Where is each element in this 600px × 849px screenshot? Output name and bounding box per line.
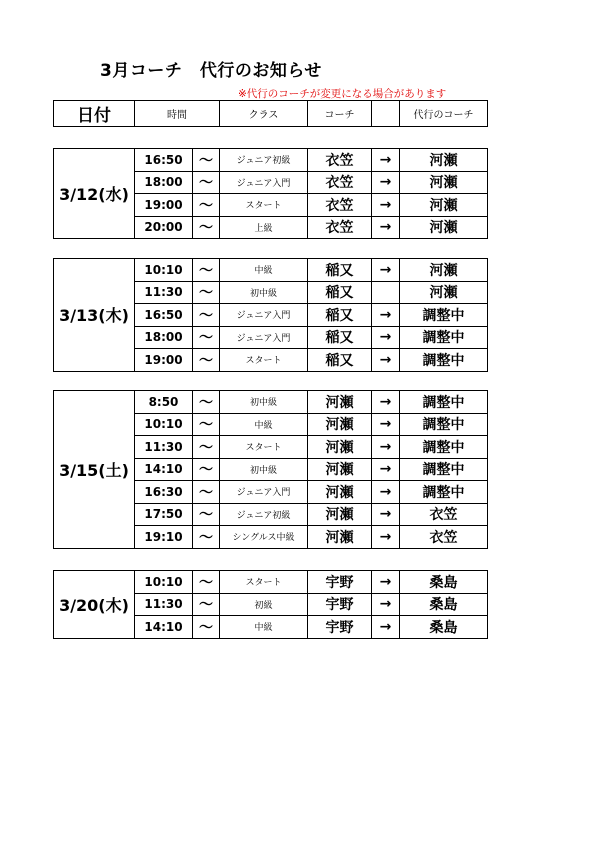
class-cell: スタート [220, 571, 308, 594]
arrow-cell: → [372, 593, 400, 616]
tilde-cell: 〜 [193, 281, 220, 304]
class-cell: スタート [220, 194, 308, 217]
coach-cell: 宇野 [308, 571, 372, 594]
page-title: 3月コーチ 代行のお知らせ [100, 61, 322, 81]
substitute-cell: 衣笠 [400, 503, 488, 526]
time-cell: 8:50 [135, 391, 193, 414]
substitute-cell: 河瀬 [400, 259, 488, 282]
coach-cell: 衣笠 [308, 171, 372, 194]
substitute-cell: 河瀬 [400, 216, 488, 239]
substitute-cell: 河瀬 [400, 281, 488, 304]
tilde-cell: 〜 [193, 413, 220, 436]
substitute-cell: 河瀬 [400, 194, 488, 217]
substitute-cell: 桑島 [400, 593, 488, 616]
tilde-cell: 〜 [193, 259, 220, 282]
tilde-cell: 〜 [193, 571, 220, 594]
class-cell: 中級 [220, 413, 308, 436]
tilde-cell: 〜 [193, 349, 220, 372]
arrow-cell: → [372, 413, 400, 436]
arrow-cell: → [372, 391, 400, 414]
coach-cell: 稲又 [308, 304, 372, 327]
substitute-cell: 河瀬 [400, 149, 488, 172]
substitute-cell: 調整中 [400, 326, 488, 349]
class-cell: ジュニア入門 [220, 304, 308, 327]
header-coach: コーチ [308, 101, 372, 127]
class-cell: 初中級 [220, 391, 308, 414]
arrow-cell: → [372, 616, 400, 639]
tilde-cell: 〜 [193, 503, 220, 526]
time-cell: 20:00 [135, 216, 193, 239]
tilde-cell: 〜 [193, 458, 220, 481]
time-cell: 16:30 [135, 481, 193, 504]
tilde-cell: 〜 [193, 326, 220, 349]
time-cell: 10:10 [135, 571, 193, 594]
substitute-cell: 調整中 [400, 349, 488, 372]
arrow-cell: → [372, 194, 400, 217]
tilde-cell: 〜 [193, 436, 220, 459]
arrow-cell: → [372, 304, 400, 327]
group-date: 3/15(土) [54, 391, 135, 549]
substitute-cell: 調整中 [400, 458, 488, 481]
arrow-cell [372, 281, 400, 304]
tilde-cell: 〜 [193, 149, 220, 172]
class-cell: ジュニア初級 [220, 149, 308, 172]
coach-cell: 河瀬 [308, 391, 372, 414]
table-row [54, 571, 488, 594]
header-class: クラス [220, 101, 308, 127]
coach-cell: 河瀬 [308, 436, 372, 459]
tilde-cell: 〜 [193, 526, 220, 549]
arrow-cell: → [372, 503, 400, 526]
arrow-cell: → [372, 149, 400, 172]
time-cell: 18:00 [135, 326, 193, 349]
substitute-cell: 桑島 [400, 616, 488, 639]
class-cell: 中級 [220, 259, 308, 282]
substitute-cell: 河瀬 [400, 171, 488, 194]
class-cell: スタート [220, 349, 308, 372]
tilde-cell: 〜 [193, 171, 220, 194]
time-cell: 19:00 [135, 194, 193, 217]
class-cell: シングルス中級 [220, 526, 308, 549]
time-cell: 11:30 [135, 281, 193, 304]
header-blank [372, 101, 400, 127]
coach-cell: 河瀬 [308, 503, 372, 526]
coach-cell: 河瀬 [308, 526, 372, 549]
time-cell: 11:30 [135, 593, 193, 616]
coach-cell: 稲又 [308, 349, 372, 372]
coach-cell: 衣笠 [308, 149, 372, 172]
class-cell: スタート [220, 436, 308, 459]
class-cell: ジュニア入門 [220, 171, 308, 194]
table-row [54, 259, 488, 282]
coach-cell: 宇野 [308, 616, 372, 639]
substitute-cell: 衣笠 [400, 526, 488, 549]
arrow-cell: → [372, 171, 400, 194]
time-cell: 16:50 [135, 149, 193, 172]
group-date: 3/20(木) [54, 571, 135, 639]
group-date: 3/13(木) [54, 259, 135, 372]
time-cell: 18:00 [135, 171, 193, 194]
coach-cell: 衣笠 [308, 216, 372, 239]
tilde-cell: 〜 [193, 391, 220, 414]
arrow-cell: → [372, 216, 400, 239]
class-cell: 初中級 [220, 281, 308, 304]
tilde-cell: 〜 [193, 194, 220, 217]
change-notice: ※代行のコーチが変更になる場合があります [238, 88, 447, 100]
coach-cell: 宇野 [308, 593, 372, 616]
arrow-cell: → [372, 526, 400, 549]
arrow-cell: → [372, 436, 400, 459]
time-cell: 14:10 [135, 616, 193, 639]
schedule-group [53, 258, 488, 372]
group-date: 3/12(水) [54, 149, 135, 239]
substitute-cell: 桑島 [400, 571, 488, 594]
time-cell: 14:10 [135, 458, 193, 481]
schedule-group [53, 148, 488, 239]
tilde-cell: 〜 [193, 216, 220, 239]
time-cell: 19:10 [135, 526, 193, 549]
header-substitute: 代行のコーチ [400, 101, 488, 127]
class-cell: ジュニア入門 [220, 326, 308, 349]
class-cell: 初中級 [220, 458, 308, 481]
header-date: 日付 [54, 101, 135, 127]
substitute-cell: 調整中 [400, 413, 488, 436]
time-cell: 10:10 [135, 413, 193, 436]
substitute-cell: 調整中 [400, 436, 488, 459]
arrow-cell: → [372, 349, 400, 372]
table-row [54, 391, 488, 414]
arrow-cell: → [372, 259, 400, 282]
substitute-cell: 調整中 [400, 391, 488, 414]
class-cell: ジュニア初級 [220, 503, 308, 526]
class-cell: ジュニア入門 [220, 481, 308, 504]
header-table [53, 100, 488, 127]
coach-cell: 衣笠 [308, 194, 372, 217]
arrow-cell: → [372, 326, 400, 349]
table-row [54, 149, 488, 172]
tilde-cell: 〜 [193, 616, 220, 639]
arrow-cell: → [372, 571, 400, 594]
schedule-group [53, 390, 488, 549]
coach-cell: 河瀬 [308, 481, 372, 504]
substitute-cell: 調整中 [400, 304, 488, 327]
substitute-cell: 調整中 [400, 481, 488, 504]
class-cell: 中級 [220, 616, 308, 639]
arrow-cell: → [372, 458, 400, 481]
time-cell: 10:10 [135, 259, 193, 282]
class-cell: 上級 [220, 216, 308, 239]
tilde-cell: 〜 [193, 481, 220, 504]
tilde-cell: 〜 [193, 304, 220, 327]
coach-cell: 河瀬 [308, 458, 372, 481]
schedule-group [53, 570, 488, 639]
class-cell: 初級 [220, 593, 308, 616]
coach-cell: 稲又 [308, 326, 372, 349]
arrow-cell: → [372, 481, 400, 504]
coach-cell: 稲又 [308, 259, 372, 282]
time-cell: 17:50 [135, 503, 193, 526]
coach-cell: 河瀬 [308, 413, 372, 436]
time-cell: 19:00 [135, 349, 193, 372]
header-time: 時間 [135, 101, 220, 127]
coach-cell: 稲又 [308, 281, 372, 304]
time-cell: 16:50 [135, 304, 193, 327]
time-cell: 11:30 [135, 436, 193, 459]
tilde-cell: 〜 [193, 593, 220, 616]
